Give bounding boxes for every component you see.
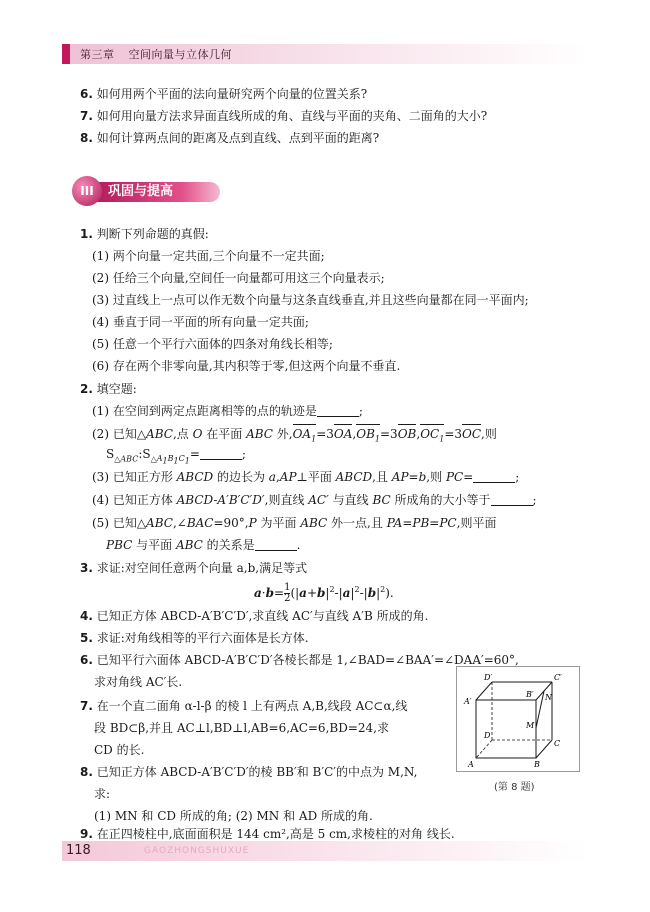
problem-7-cont-2: CD 的长.: [94, 743, 145, 757]
answer-blank: [491, 494, 533, 506]
intro-question-6: [80, 86, 367, 102]
problem-1-item-3: (3) 过直线上一点可以作无数个向量与这条直线垂直,并且这些向量都在同一平面内;: [92, 293, 529, 307]
section-title: 巩固与提高: [92, 182, 220, 202]
problem-number: 2.: [80, 382, 93, 396]
problem-1-item-4: (4) 垂直于同一平面的所有向量一定共面;: [92, 315, 309, 329]
intro-question-8: [80, 130, 379, 146]
problem-text: 求证:对空间任意两个向量 a,b,满足等式: [96, 561, 308, 575]
problem-text: 已知平行六面体 ABCD-A′B′C′D′各棱长都是 1,∠BAD=∠BAA′=∠DAA′=60°,: [96, 653, 519, 667]
answer-blank: [317, 405, 359, 417]
cube-edge: [476, 682, 492, 700]
label-c1: C′: [554, 673, 562, 682]
problem-text: 填空题:: [96, 382, 137, 396]
section-number-badge: III: [72, 176, 102, 206]
cube-figure: [456, 666, 580, 772]
problem-number: 3.: [80, 561, 93, 575]
problem-3-equation: a·b= $\frac{1}{2}(|a+b|^2-|a|^2-|b|^2)$.: [254, 582, 394, 604]
label-d1: D′: [484, 673, 493, 682]
problem-number: 5.: [80, 631, 93, 645]
answer-blank: [200, 448, 242, 460]
problem-2-item-5-cont: PBC 与平面 ABC 的关系是 .: [106, 538, 301, 552]
problem-text: 在正四棱柱中,底面面积是 144 cm²,高是 5 cm,求棱柱的对角: [96, 827, 424, 841]
label-a: A: [468, 760, 474, 769]
problem-text: 已知正方体 ABCD-A′B′C′D′的棱 BB′和 B′C′的中点为 M,N,: [96, 765, 418, 779]
problem-text: 判断下列命题的真假:: [96, 227, 209, 241]
problem-1-stem: [80, 226, 209, 242]
problem-3: [80, 560, 307, 576]
intro-question-7: [80, 108, 487, 124]
label-n: N: [545, 693, 552, 702]
answer-blank: [255, 539, 297, 551]
cube-hidden-edge: [476, 740, 492, 758]
problem-8: [80, 764, 417, 780]
problem-4: [80, 608, 428, 624]
problem-6: [80, 652, 519, 668]
problem-1-item-6: (6) 存在两个非零向量,其内积等于零,但这两个向量不垂直.: [92, 359, 401, 373]
answer-blank: [473, 471, 515, 483]
problem-number: 8.: [80, 765, 93, 779]
segment-mn: [536, 691, 544, 728]
problem-number: 1.: [80, 227, 93, 241]
label-b1: B′: [526, 690, 534, 699]
problem-6-cont: 求对角线 AC′长.: [94, 675, 183, 689]
label-b: B: [534, 760, 540, 769]
cube-edge: [536, 740, 552, 758]
question-text: 如何计算两点间的距离及点到直线、点到平面的距离?: [96, 131, 380, 145]
label-d: D: [484, 731, 491, 740]
problem-7: [80, 698, 407, 714]
problem-2-item-2-area: $S_{\triangle ABC}:S_{\triangle A_1B_1C_1}=$ ;: [106, 447, 246, 466]
problem-2-stem: [80, 381, 137, 397]
label-m: M: [526, 721, 535, 730]
problem-2-item-3: (3) 已知正方形 ABCD 的边长为 a,AP⊥平面 ABCD,且 AP=b,则 PC= ;: [92, 470, 520, 484]
problem-1-item-5: (5) 任意一个平行六面体的四条对角线长相等;: [92, 337, 333, 351]
problem-2-item-2: (2) 已知△ABC,点 O 在平面 ABC 外$,OA_1=3OA,OB_1=3OB,OC_1=3OC$,则: [92, 426, 497, 447]
chapter-number: 第三章: [80, 48, 115, 61]
problem-text: 在一个直二面角 α-l-β 的棱 l 上有两点 A,B,线段 AC⊂α,线: [96, 699, 408, 713]
problem-2-item-4: (4) 已知正方体 ABCD-A′B′C′D′,则直线 AC′ 与直线 BC 所成角的大小等于 ;: [92, 493, 537, 507]
chapter-title: 空间向量与立体几何: [128, 48, 232, 61]
footer-series: GAOZHONGSHUXUE: [144, 846, 250, 856]
problem-number: 6.: [80, 653, 93, 667]
problem-2-item-1: (1) 在空间到两定点距离相等的点的轨迹是 ;: [92, 404, 363, 418]
label-c: C: [554, 739, 561, 748]
question-text: 如何用向量方法求异面直线所成的角、直线与平面的夹角、二面角的大小?: [96, 109, 488, 123]
problem-number: 9.: [80, 827, 93, 841]
problem-7-cont-1: 段 BD⊂β,并且 AC⊥l,BD⊥l,AB=6,AC=6,BD=24,求: [94, 721, 389, 735]
problem-number: 4.: [80, 609, 93, 623]
problem-9: [80, 826, 455, 842]
question-number: 7.: [80, 109, 93, 123]
problem-2-item-5: (5) 已知△ABC,∠BAC=90°,P 为平面 ABC 外一点,且 PA=PB=PC,则平面: [92, 516, 497, 530]
problem-5: [80, 630, 309, 646]
question-number: 8.: [80, 131, 93, 145]
problem-text: 已知正方体 ABCD-A′B′C′D′,求直线 AC′与直线 A′B 所成的角.: [96, 609, 429, 623]
problem-8-parts: (1) MN 和 CD 所成的角; (2) MN 和 AD 所成的角.: [94, 809, 373, 823]
section-badge: [72, 178, 222, 204]
problem-1-item-2: (2) 任给三个向量,空间任一向量都可用这三个向量表示;: [92, 271, 385, 285]
label-a1: A′: [464, 697, 472, 706]
problem-8-cont: 求:: [94, 787, 111, 801]
footer-band: [62, 841, 588, 861]
page-number: 118: [66, 843, 91, 858]
chapter-header-stripe: [62, 44, 70, 64]
problem-number: 7.: [80, 699, 93, 713]
chapter-header: [80, 46, 232, 62]
problem-text: 求证:对角线相等的平行六面体是长方体.: [96, 631, 309, 645]
question-number: 6.: [80, 87, 93, 101]
problem-9-cont-inline: 线长.: [426, 827, 455, 841]
problem-1-item-1: (1) 两个向量一定共面,三个向量不一定共面;: [92, 249, 325, 263]
question-text: 如何用两个平面的法向量研究两个向量的位置关系?: [96, 87, 368, 101]
figure-caption: (第 8 题): [494, 782, 535, 793]
